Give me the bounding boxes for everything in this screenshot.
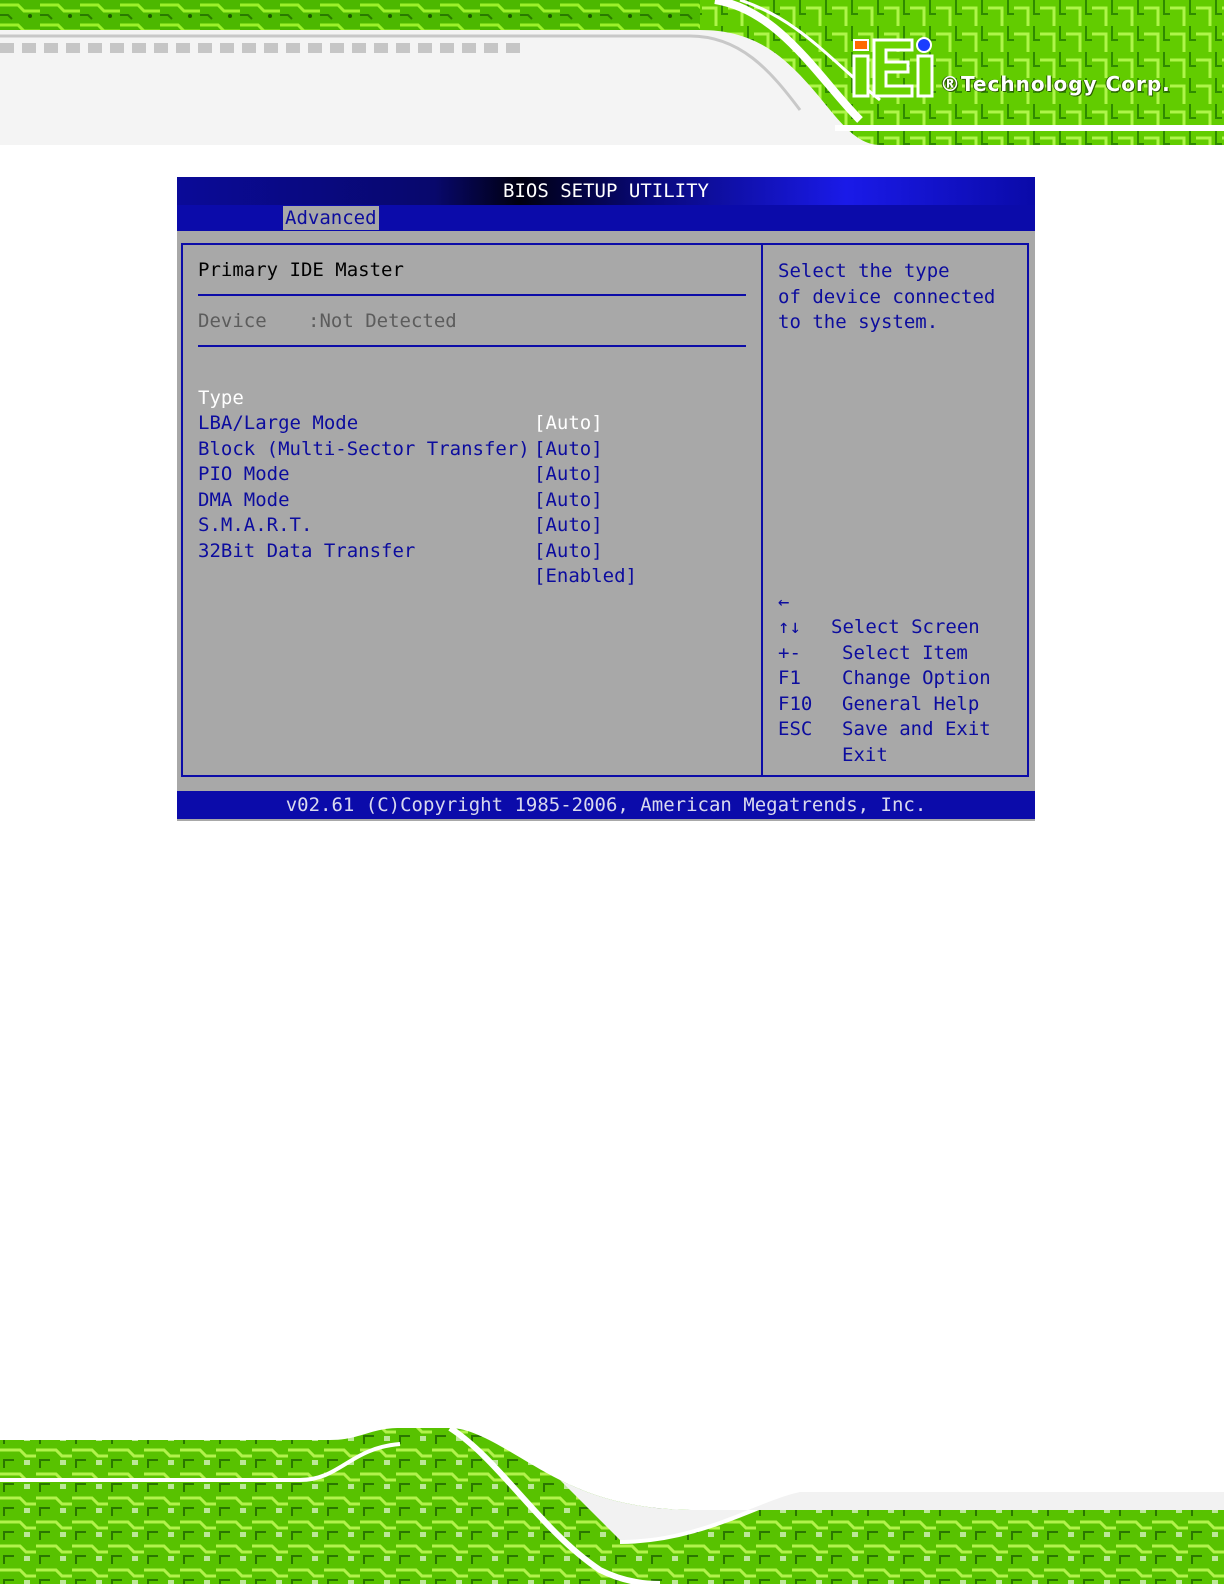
- bios-copyright-footer: v02.61 (C)Copyright 1985-2006, American Megatrends, Inc.: [177, 791, 1035, 819]
- setting-value[interactable]: [Auto]: [534, 437, 603, 460]
- key-description: Change Option: [842, 667, 991, 689]
- setting-value[interactable]: [Auto]: [534, 539, 603, 562]
- device-value: :Not Detected: [308, 310, 457, 332]
- page-header-banner: [0, 0, 1224, 145]
- key-description: Select Screen: [831, 616, 980, 638]
- device-status: [198, 310, 457, 332]
- setting-label: PIO Mode: [198, 463, 290, 485]
- key-description: Exit: [842, 743, 888, 766]
- key-label: +-: [778, 641, 801, 664]
- bios-main-panel: [181, 243, 1029, 777]
- help-pane: [763, 245, 1027, 775]
- device-label: Device: [198, 310, 267, 332]
- setting-value[interactable]: [Auto]: [534, 412, 603, 434]
- company-name: ®Technology Corp.: [940, 72, 1171, 96]
- help-description: Select the type of device connected to the system.: [778, 260, 996, 333]
- tab-advanced[interactable]: Advanced: [285, 207, 377, 229]
- setting-label: LBA/Large Mode: [198, 412, 359, 434]
- key-label: F10: [778, 692, 813, 715]
- up-down-arrow-icon: ↑↓: [778, 616, 801, 638]
- bios-setup-window: [177, 177, 1035, 821]
- setting-label: DMA Mode: [198, 488, 290, 511]
- key-label: F1: [778, 667, 801, 689]
- key-description: Save and Exit: [842, 718, 991, 740]
- divider-bottom: [198, 345, 746, 347]
- setting-label: 32Bit Data Transfer: [198, 539, 416, 562]
- circuit-board-footer-art: [0, 1420, 1224, 1584]
- company-brand: [852, 36, 1182, 106]
- settings-list: [198, 360, 746, 587]
- key-description: General Help: [842, 692, 980, 715]
- page-footer-banner: [0, 1420, 1224, 1584]
- key-legend: [778, 564, 1018, 766]
- iei-logo-icon: [852, 36, 938, 98]
- setting-value[interactable]: [Auto]: [534, 488, 603, 511]
- settings-pane: [183, 245, 763, 775]
- setting-label: Block (Multi-Sector Transfer): [198, 437, 530, 460]
- setting-value[interactable]: [Auto]: [534, 514, 603, 536]
- section-title: Primary IDE Master: [198, 259, 404, 281]
- setting-value[interactable]: [Auto]: [534, 463, 603, 485]
- key-row-select-screen: [778, 564, 1018, 638]
- setting-label: S.M.A.R.T.: [198, 514, 313, 536]
- key-description: Select Item: [842, 641, 968, 664]
- bios-menu-bar: [177, 205, 1035, 231]
- setting-value[interactable]: [Enabled]: [534, 565, 637, 587]
- bios-title-bar: BIOS SETUP UTILITY: [177, 177, 1035, 205]
- left-arrow-icon: ←: [778, 590, 790, 613]
- setting-label: Type: [198, 386, 244, 409]
- key-label: ESC: [778, 718, 813, 740]
- divider-top: [198, 294, 746, 296]
